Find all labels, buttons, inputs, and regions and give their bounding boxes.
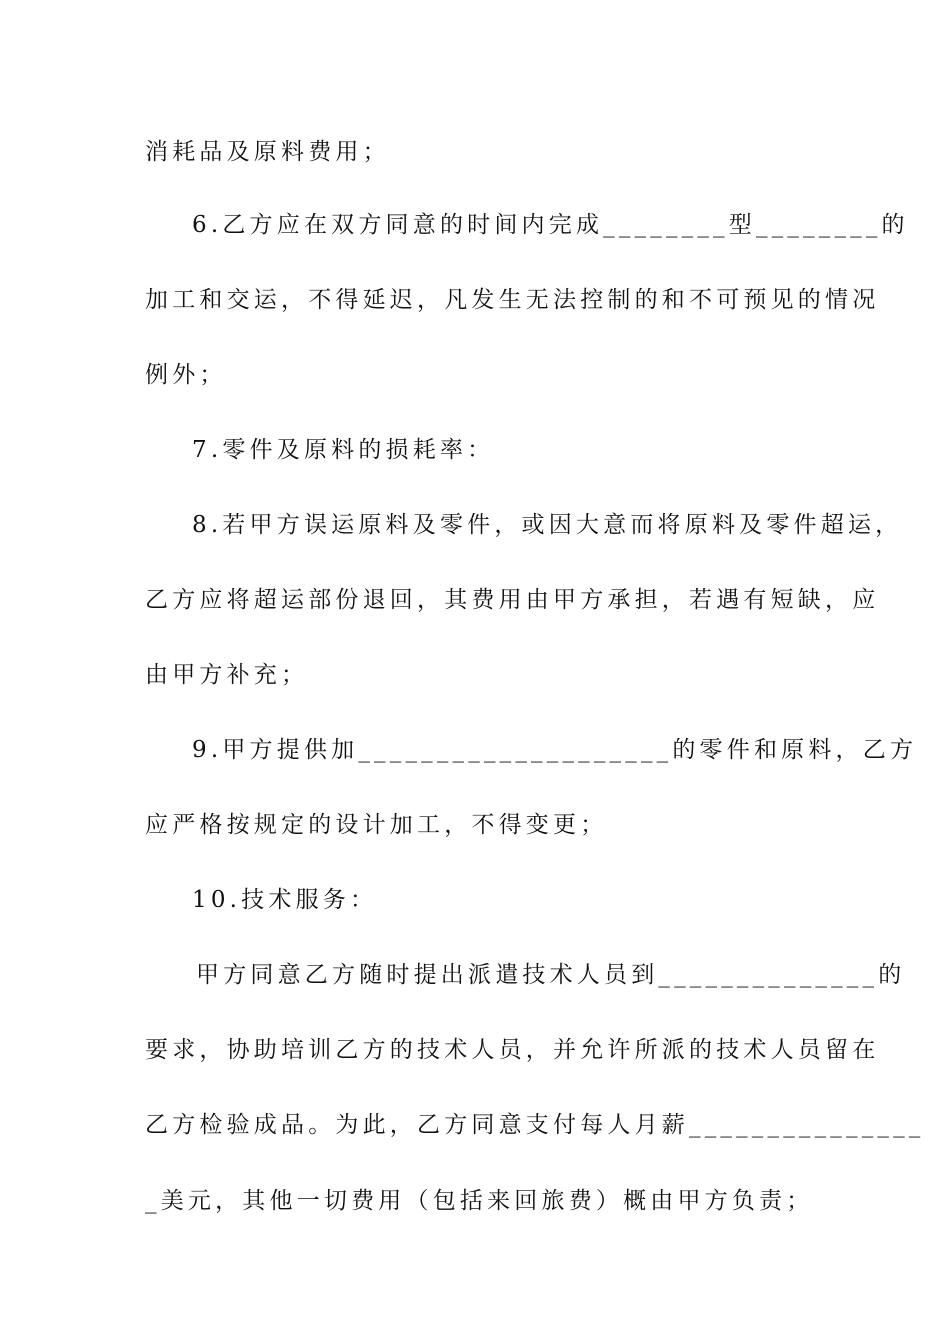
- clause-9-line-1: 9.甲方提供加____________________的零件和原料，乙方: [192, 737, 918, 763]
- clause-6-line-3: 例外；: [145, 362, 227, 388]
- clause-10-line-4: _美元，其他一切费用（包括来回旅费）概由甲方负责；: [145, 1188, 814, 1214]
- clause-10-line-1: 甲方同意乙方随时提出派遣技术人员到______________的: [196, 962, 906, 988]
- clause-6-line-1: 6.乙方应在双方同意的时间内完成________型________的: [192, 212, 909, 238]
- clause-9-line-2: 应严格按规定的设计加工，不得变更；: [145, 812, 608, 838]
- clause-7-line-1: 7.零件及原料的损耗率：: [192, 437, 495, 463]
- text-line-1: 消耗品及原料费用；: [145, 139, 390, 165]
- clause-8-line-3: 由甲方补充；: [145, 662, 309, 688]
- clause-10-line-2: 要求，协助培训乙方的技术人员，并允许所派的技术人员留在: [145, 1037, 880, 1063]
- clause-6-line-2: 加工和交运，不得延迟，凡发生无法控制的和不可预见的情况: [145, 287, 880, 313]
- clause-10-heading: 10.技术服务：: [192, 887, 378, 913]
- clause-10-line-3: 乙方检验成品。为此，乙方同意支付每人月薪_______________: [145, 1112, 925, 1138]
- clause-8-line-1: 8.若甲方误运原料及零件，或因大意而将原料及零件超运，: [192, 512, 903, 538]
- clause-8-line-2: 乙方应将超运部份退回，其费用由甲方承担，若遇有短缺，应: [145, 587, 880, 613]
